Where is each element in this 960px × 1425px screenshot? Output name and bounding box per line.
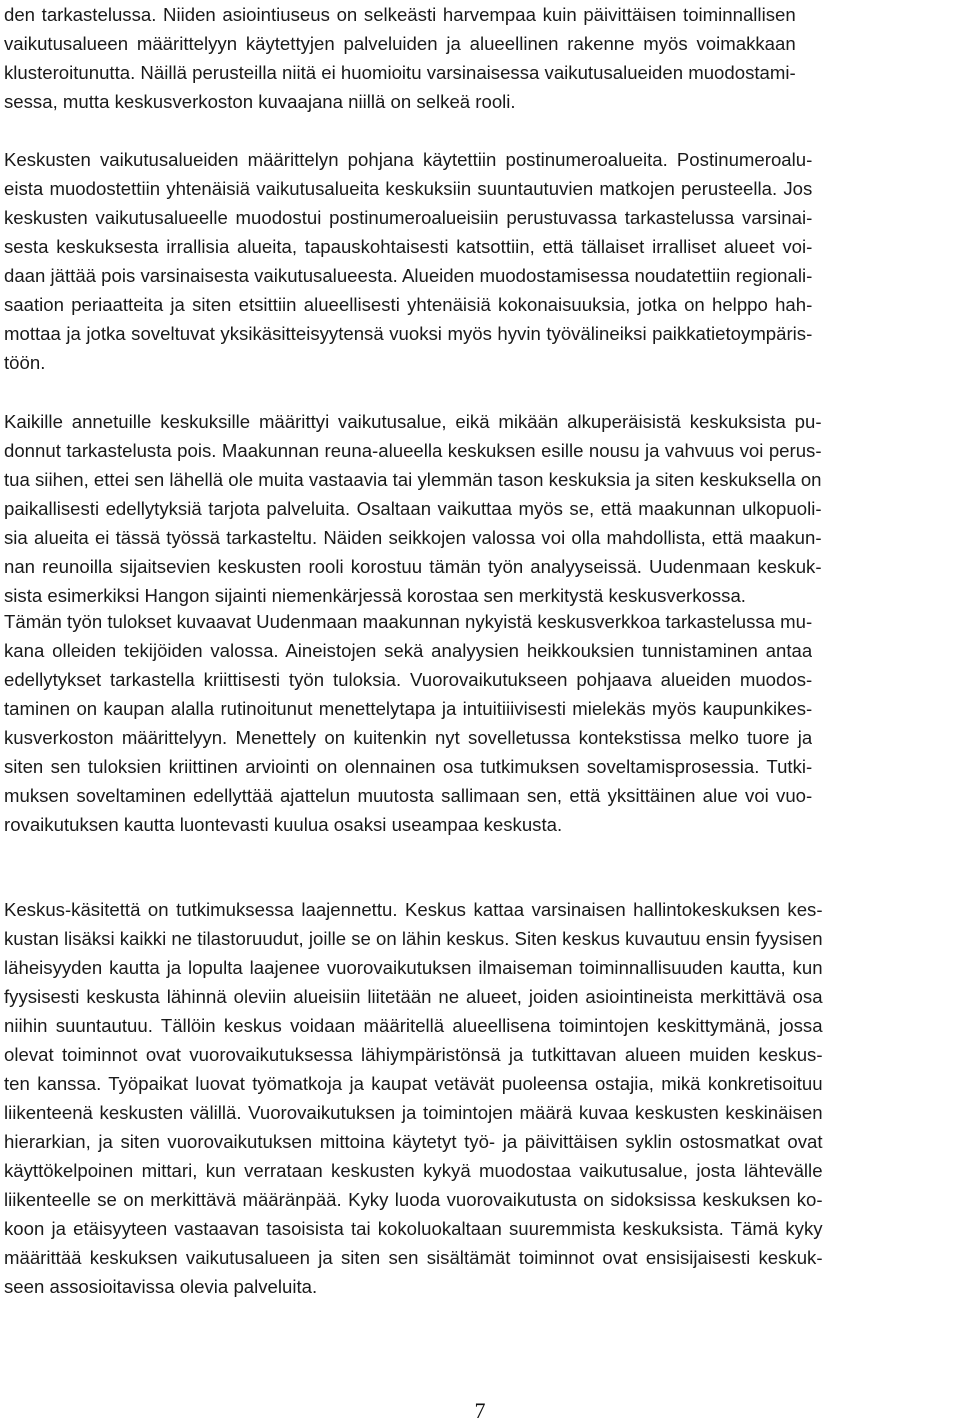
text-line: kustan lisäksi kaikki ne tilastoruudut, joille se on lähin keskus. Siten keskus kuvautuu ensin fyysisen	[4, 928, 823, 949]
paragraph-5	[4, 895, 823, 1301]
text-line: mottaa ja jotka soveltuvat yksikäsitteisyytensä vuoksi myös hyvin työvälineiksi paikkatietoympäris-	[4, 323, 813, 344]
text-line: edellytykset tarkastella kriittisesti työn tuloksia. Vuorovaikutukseen pohjaava alueiden muodos-	[4, 669, 813, 690]
text-line: läheisyyden kautta ja lopulta laajenee vuorovaikutuksen ilmaiseman toiminnallisuuden kautta, kun	[4, 957, 823, 978]
text-line: niihin suuntautuu. Tällöin keskus voidaan määritellä alueellisena toimintojen keskittymänä, jossa	[4, 1015, 823, 1036]
paragraph-4	[4, 607, 812, 839]
text-line: seen assosioitavissa olevia palveluita.	[4, 1276, 318, 1297]
text-line: donnut tarkastelusta pois. Maakunnan reuna-alueella keskuksen esille nousu ja vahvuus voi perus-	[4, 440, 822, 461]
text-line: tua siihen, ettei sen lähellä ole muita vastaavia tai ylemmän tason keskuksia ja siten keskuksella on	[4, 469, 822, 490]
text-line: liikenteenä keskusten välillä. Vuorovaikutuksen ja toimintojen määrä kuvaa keskusten keskinäisen	[4, 1102, 823, 1123]
text-line: olevat toiminnot ovat vuorovaikutuksessa lähiympäristönsä ja tutkittavan alueen muiden keskus-	[4, 1044, 823, 1065]
paragraph-3	[4, 407, 822, 610]
text-line: muksen soveltaminen edellyttää ajattelun muutosta sallimaan sen, että yksittäinen alue voi vuo-	[4, 785, 813, 806]
text-line: sista esimerkiksi Hangon sijainti niemenkärjessä korostaa sen merkitystä keskusverkossa.	[4, 585, 746, 606]
text-line: kana olleiden tekijöiden valossa. Aineistojen sekä analyysien heikkouksien tunnistaminen antaa	[4, 640, 813, 661]
text-line: saation periaatteita ja siten etsittiin alueellisesti yhtenäisiä kokonaisuuksia, jotka on helppo hah-	[4, 294, 813, 315]
text-line: Tämän työn tulokset kuvaavat Uudenmaan maakunnan nykyistä keskusverkkoa tarkastelussa mu-	[4, 611, 813, 632]
text-line: klusteroitunutta. Näillä perusteilla niitä ei huomioitu varsinaisessa vaikutusalueiden muodostami-	[4, 62, 796, 83]
text-line: fyysisesti keskusta lähinnä oleviin alueisiin liitetään ne alueet, joiden asiointineista merkittävä osa	[4, 986, 823, 1007]
text-line: koon ja etäisyyteen vastaavan tasoisista tai kokoluokaltaan suuremmista keskuksista. Tämä kyky	[4, 1218, 823, 1239]
text-line: sessa, mutta keskusverkoston kuvaajana niillä on selkeä rooli.	[4, 91, 516, 112]
text-line: Keskus-käsitettä on tutkimuksessa laajennettu. Keskus kattaa varsinaisen hallintokeskuksen kes-	[4, 899, 823, 920]
text-line: ten kanssa. Työpaikat luovat työmatkoja ja kaupat vetävät puoleensa ostajia, mikä konkretisoituu	[4, 1073, 823, 1094]
text-line: den tarkastelussa. Niiden asiointiuseus on selkeästi harvempaa kuin päivittäisen toiminnallisen	[4, 4, 796, 25]
page-number: 7	[474, 1398, 486, 1423]
text-line: taminen on kaupan alalla rutinoitunut menettelytapa ja intuitiiivisesti mielekäs myös kaupunkikes-	[4, 698, 813, 719]
text-line: liikenteelle se on merkittävä määränpää. Kyky luoda vuorovaikutusta on sidoksissa keskuksen ko-	[4, 1189, 823, 1210]
text-line: rovaikutuksen kautta luontevasti kuulua osaksi useampaa keskusta.	[4, 814, 563, 835]
text-line: eista muodostettiin yhtenäisiä vaikutusalueita keskuksiin suuntautuvien matkojen perusteella. Jos	[4, 178, 813, 199]
text-line: vaikutusalueen määrittelyyn käytettyjen palveluiden ja alueellinen rakenne myös voimakkaan	[4, 33, 796, 54]
text-line: Kaikille annetuille keskuksille määrittyi vaikutusalue, eikä mikään alkuperäisistä keskuksista pu-	[4, 411, 822, 432]
text-line: määrittää keskuksen vaikutusalueen ja siten sen sisältämät toiminnot ovat ensisijaisesti keskuk-	[4, 1247, 823, 1268]
paragraph-2	[4, 145, 812, 377]
text-line: siten sen tuloksien kriittinen arviointi on olennainen osa tutkimuksen soveltamisprosessia. Tutki-	[4, 756, 813, 777]
text-line: sesta keskuksesta irrallisia alueita, tapauskohtaisesti katsottiin, että tällaiset irralliset alueet voi-	[4, 236, 813, 257]
text-line: hierarkian, ja siten vuorovaikutuksen mittoina käytetyt työ- ja päivittäisen syklin ostosmatkat ovat	[4, 1131, 823, 1152]
text-line: sia alueita ei tässä työssä tarkasteltu. Näiden seikkojen valossa voi olla mahdollista, että maakun-	[4, 527, 822, 548]
text-line: Keskusten vaikutusalueiden määrittelyn pohjana käytettiin postinumeroalueita. Postinumeroalu-	[4, 149, 813, 170]
text-line: nan reunoilla sijaitsevien keskusten rooli korostuu tämän työn analyyseissä. Uudenmaan keskuk-	[4, 556, 822, 577]
paragraph-1	[4, 0, 796, 116]
text-line: käyttökelpoinen mittari, kun verrataan keskusten kykyä muodostaa vaikutusalue, josta lähtevälle	[4, 1160, 823, 1181]
text-line: kusverkoston määrittelyyn. Menettely on kuitenkin nyt sovelletussa kontekstissa melko tuore ja	[4, 727, 813, 748]
text-line: paikallisesti edellytyksiä tarjota palveluita. Osaltaan vaikuttaa myös se, että maakunnan ulkopuoli-	[4, 498, 822, 519]
text-line: töön.	[4, 352, 46, 373]
text-line: keskusten vaikutusalueelle muodostui postinumeroalueisiin perustuvassa tarkastelussa varsinai-	[4, 207, 813, 228]
text-line: daan jättää pois varsinaisesta vaikutusalueesta. Alueiden muodostamisessa noudatettiin regionali-	[4, 265, 813, 286]
